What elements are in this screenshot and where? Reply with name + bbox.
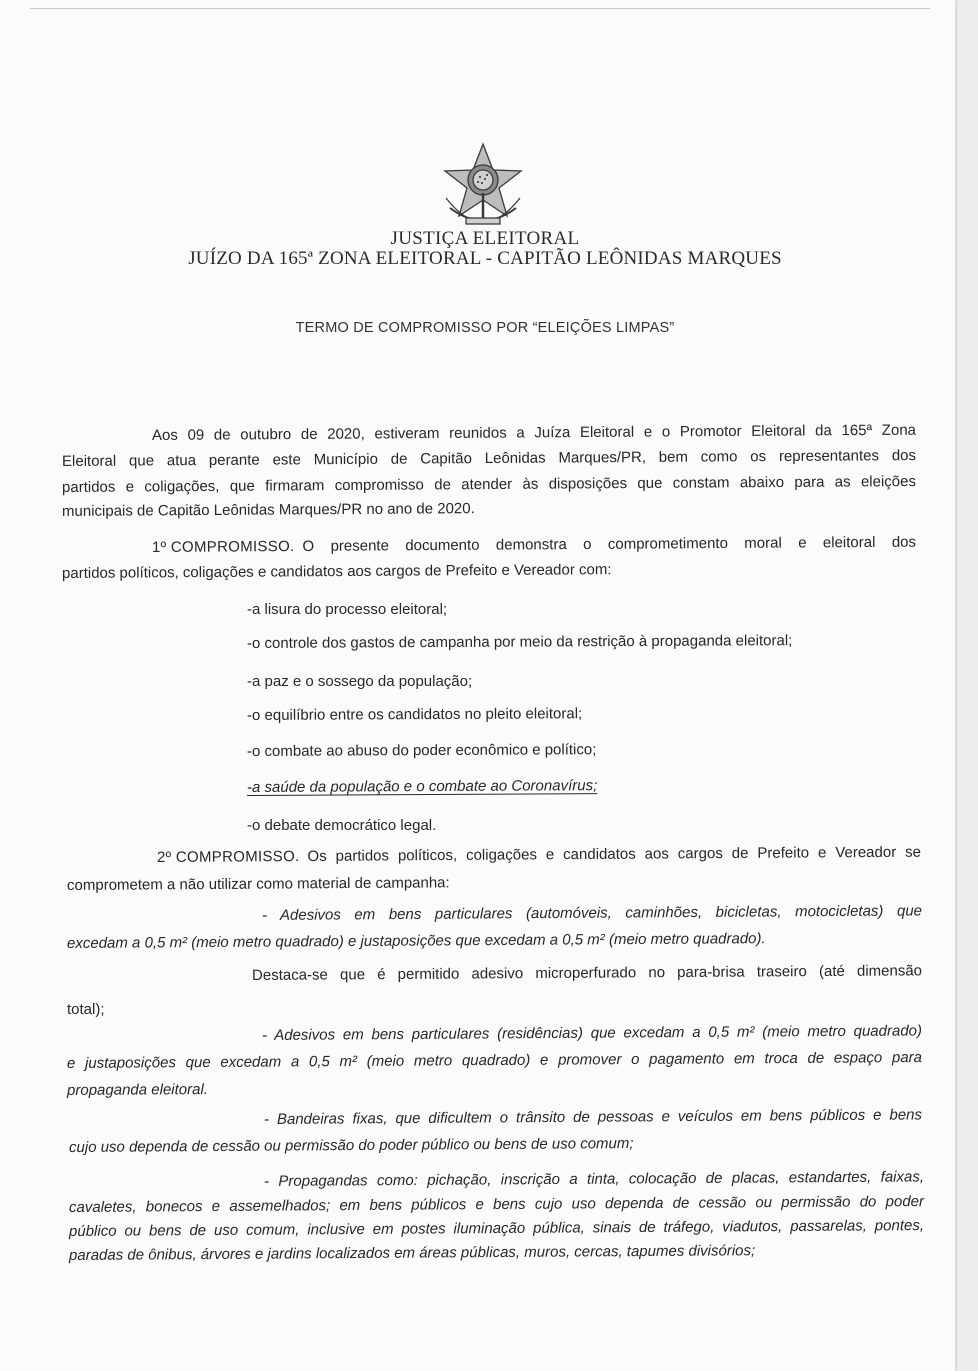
header-line-1: JUSTIÇA ELEITORAL <box>390 228 580 249</box>
c2-text-2: comprometem a não utilizar como material de campanha: <box>66 874 450 894</box>
c1-item-highlighted: -a saúde da população e o combate ao Coronavírus; <box>246 777 598 796</box>
c1-item: -o equilíbrio entre os candidatos no pleito eleitoral; <box>246 705 583 724</box>
c2-p3-line-3: propaganda eleitoral. <box>66 1081 209 1099</box>
c2-p5-line-4: paradas de ônibus, árvores e jardins localizados em áreas públicas, muros, cercas, tapumes divisórios; <box>68 1242 756 1264</box>
c2-p2-line-1: Destaca-se que é permitido adesivo microperfurado no para-brisa traseiro (até dimensão <box>251 962 923 984</box>
c1-first-line <box>152 533 916 558</box>
c2-p5-line-2: cavaletes, bonecos e assemelhados; em bens públicos e bens cujo uso dependa de cessão ou permissão do poder <box>68 1193 925 1216</box>
c2-p4-line-1: - Bandeiras fixas, que dificultem o trânsito de pessoas e veículos em bens públicos e bens <box>263 1106 923 1128</box>
c1-text-1: O presente documento demonstra o comprometimento moral e eleitoral dos <box>302 533 917 555</box>
c1-text-2: partidos políticos, coligações e candidatos aos cargos de Prefeito e Vereador com: <box>61 561 612 582</box>
c1-item: -o controle dos gastos de campanha por meio da restrição à propaganda eleitoral; <box>246 632 793 652</box>
c2-p2-line-2: total); <box>67 1001 105 1018</box>
c2-p1-line-2: excedam a 0,5 m² (meio metro quadrado) e justaposições que excedam a 0,5 m² (meio metro quadrado). <box>66 930 766 952</box>
intro-line-1: Aos 09 de outubro de 2020, estiveram reunidos a Juíza Eleitoral e o Promotor Eleitoral da 165ª Zona <box>151 421 917 444</box>
c2-p5-line-3: público ou bens de uso comum, inclusive em postes iluminação pública, sinais de tráfego, viadutos, passarelas, pontes, <box>68 1217 925 1240</box>
intro-line-4: municipais de Capitão Leônidas Marques/PR no ano de 2020. <box>61 500 475 520</box>
intro-line-2: Eleitoral que atua perante este Município de Capitão Leônidas Marques/PR, bem como os representantes dos <box>61 447 917 470</box>
c2-p4-line-2: cujo uso dependa de cessão ou permissão do poder público ou bens de uso comum; <box>68 1135 634 1156</box>
c2-label: 2º COMPROMISSO. <box>156 848 300 866</box>
c2-p3-line-2: e justaposições que excedam a 0,5 m² (meio metro quadrado) e promover o pagamento em troca de espaço para <box>66 1049 923 1072</box>
intro-line-3: partidos e coligações, que firmaram compromisso de atender às disposições que constam abaixo para as eleições <box>61 473 917 496</box>
c1-item: -a paz e o sossego da população; <box>247 673 473 690</box>
c2-p1-line-1: - Adesivos em bens particulares (automóveis, caminhões, bicicletas, motocicletas) que <box>261 902 923 924</box>
c1-label: 1º COMPROMISSO. <box>151 538 295 556</box>
c1-item: -o debate democrático legal. <box>247 817 437 834</box>
c2-text-1: Os partidos políticos, coligações e candidatos aos cargos de Prefeito e Vereador se <box>307 843 922 865</box>
top-scan-line <box>30 8 930 9</box>
c1-item: -o combate ao abuso do poder econômico e político; <box>246 741 597 760</box>
c2-p3-line-1: - Adesivos em bens particulares (residências) que excedam a 0,5 m² (meio metro quadrado) <box>261 1022 923 1044</box>
c2-p5-line-1: - Propagandas como: pichação, inscrição a tinta, colocação de placas, estandartes, faixas, <box>263 1168 925 1190</box>
c2-first-line <box>157 843 921 868</box>
c1-item: -a lisura do processo eleitoral; <box>247 601 448 618</box>
term-title: TERMO DE COMPROMISSO POR “ELEIÇÕES LIMPAS” <box>295 320 675 336</box>
header-line-2: JUÍZO DA 165ª ZONA ELEITORAL - CAPITÃO LEÔNIDAS MARQUES <box>188 248 782 269</box>
coat-of-arms-icon <box>438 138 528 228</box>
